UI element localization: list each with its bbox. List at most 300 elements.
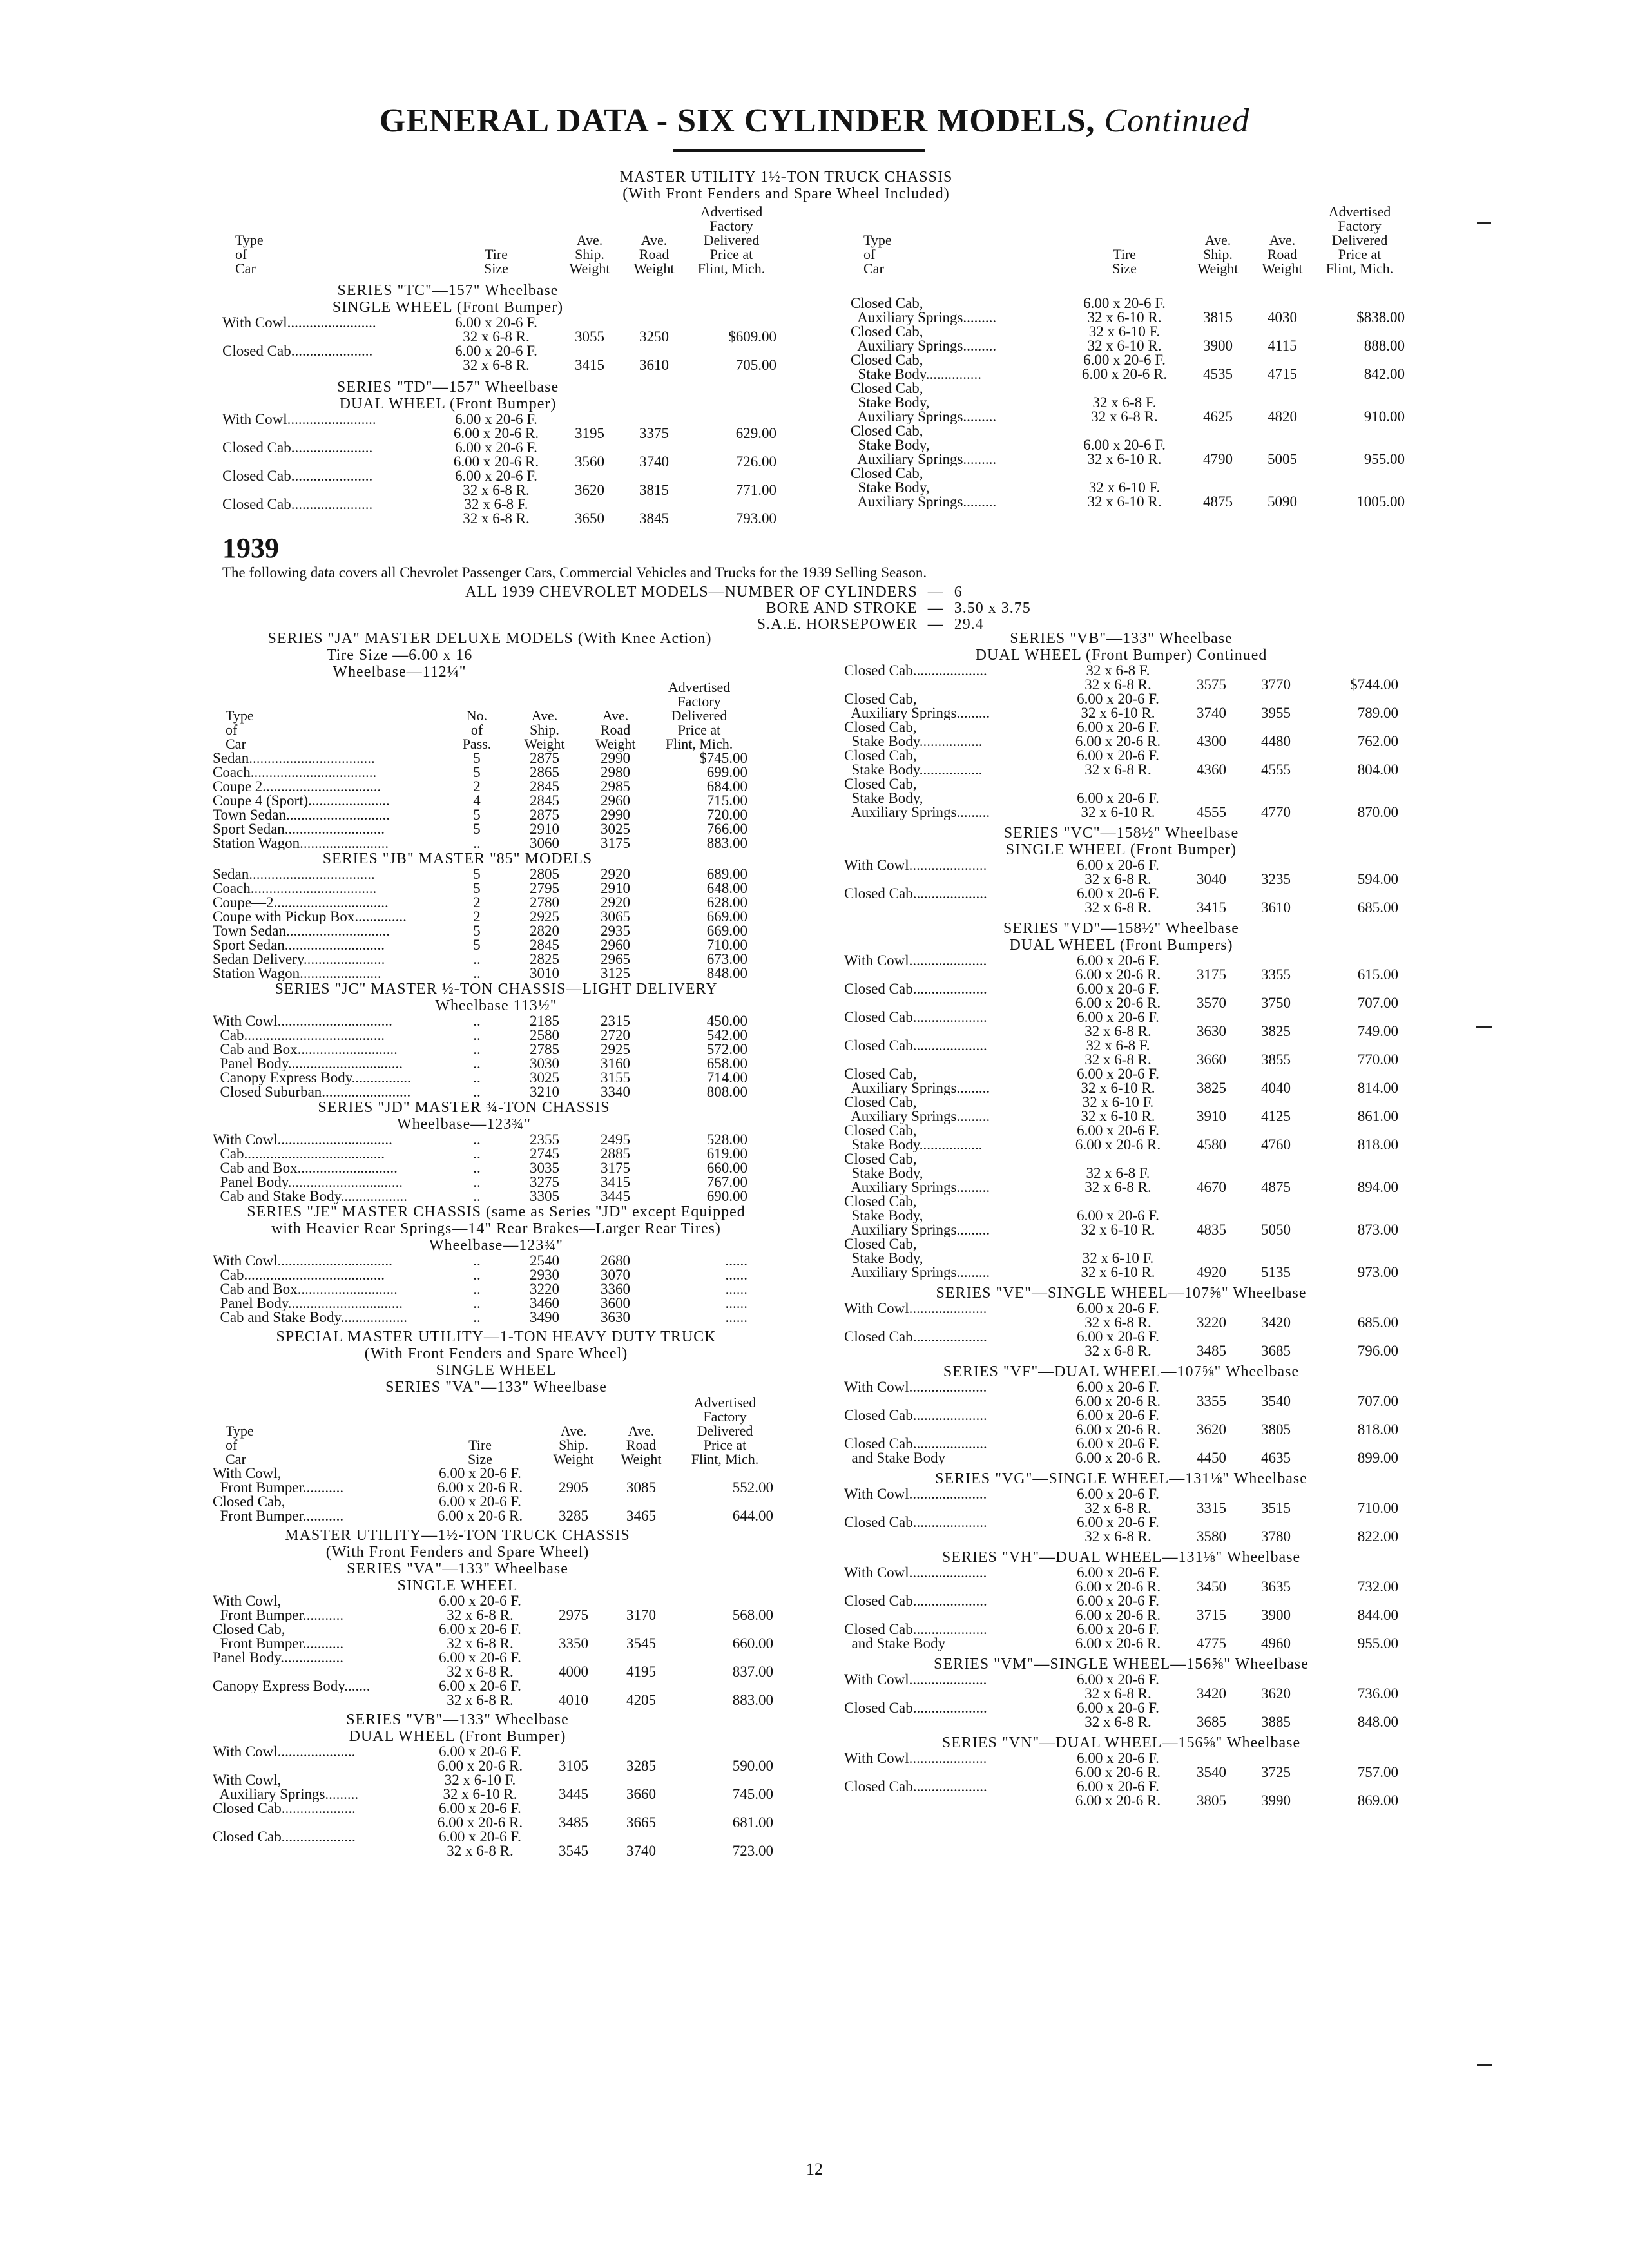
row-tire-size: .. bbox=[473, 1160, 481, 1176]
table-row bbox=[213, 822, 747, 836]
table-row bbox=[844, 777, 1398, 791]
row-tire-size: 6.00 x 20-6 F. bbox=[439, 1593, 521, 1609]
row-road-weight: 2680 bbox=[601, 1253, 630, 1269]
series-title-line: SERIES "VB"—133" Wheelbase bbox=[346, 1711, 569, 1728]
table-row bbox=[213, 938, 747, 952]
spec-label: ALL 1939 CHEVROLET MODELS—NUMBER OF CYLINDERS bbox=[465, 584, 918, 601]
row-label: With Cowl, bbox=[213, 1466, 282, 1481]
row-ship-weight bbox=[1186, 296, 1250, 311]
row-label: Closed Cab, bbox=[213, 1622, 285, 1637]
row-tire-size: 6.00 x 20-6 F. bbox=[1077, 1621, 1159, 1637]
row-road-weight bbox=[606, 1651, 677, 1665]
row-label bbox=[222, 358, 435, 372]
table-row bbox=[213, 1509, 773, 1523]
row-ship-weight bbox=[557, 412, 622, 427]
series-title bbox=[213, 981, 780, 1014]
row-road-weight: 4115 bbox=[1268, 338, 1297, 354]
row-tire-size: 6.00 x 20-6 F. bbox=[439, 1678, 521, 1694]
row-label: Auxiliary Springs......... bbox=[213, 1787, 359, 1802]
row-price bbox=[1315, 381, 1405, 396]
col-header-price: Advertised Factory Delivered Price at Flint, Mich. bbox=[697, 204, 766, 276]
table-row bbox=[213, 1481, 773, 1495]
row-road-weight: 2960 bbox=[601, 793, 630, 809]
row-price bbox=[1308, 1330, 1398, 1344]
row-tire-size: 6.00 x 20-6 R. bbox=[437, 1479, 523, 1495]
row-price bbox=[1308, 1067, 1398, 1081]
row-road-weight bbox=[622, 412, 686, 427]
row-road-weight: 3545 bbox=[626, 1635, 656, 1651]
table-row bbox=[851, 367, 1405, 381]
row-tire-size: 6.00 x 20-6 F. bbox=[455, 439, 537, 456]
row-tire-size: 6.00 x 20-6 R. bbox=[437, 1814, 523, 1831]
row-price bbox=[1308, 777, 1398, 791]
row-label: Stake Body, bbox=[851, 438, 930, 452]
row-ship-weight: 4920 bbox=[1197, 1264, 1226, 1280]
row-label: Station Wagon...................... bbox=[213, 966, 381, 981]
row-road-weight bbox=[1244, 1594, 1308, 1608]
row-label: Closed Cab.................... bbox=[844, 887, 987, 901]
table-row bbox=[213, 952, 747, 966]
row-label: Closed Cab, bbox=[851, 296, 923, 311]
row-road-weight: 3160 bbox=[601, 1055, 630, 1072]
top-right-col-headers bbox=[851, 205, 1411, 281]
table-row bbox=[844, 1265, 1398, 1280]
data-table bbox=[213, 867, 747, 981]
row-road-weight bbox=[1250, 296, 1315, 311]
data-table bbox=[844, 858, 1398, 915]
data-table bbox=[213, 751, 747, 850]
row-road-weight: 3990 bbox=[1261, 1792, 1291, 1809]
row-price: 644.00 bbox=[732, 1508, 773, 1524]
table-row bbox=[844, 982, 1398, 996]
row-road-weight: 4205 bbox=[626, 1692, 656, 1708]
table-row bbox=[844, 1765, 1398, 1780]
row-road-weight: 4635 bbox=[1261, 1450, 1291, 1466]
row-road-weight: 3665 bbox=[626, 1814, 656, 1831]
row-tire-size: 5 bbox=[473, 764, 481, 780]
row-road-weight: 2985 bbox=[601, 778, 630, 794]
page-number: 12 bbox=[806, 2160, 823, 2178]
row-ship-weight bbox=[1179, 692, 1244, 706]
row-tire-size: .. bbox=[473, 1146, 481, 1162]
row-price: $745.00 bbox=[699, 750, 747, 766]
row-tire-size: 32 x 6-8 R. bbox=[1084, 1686, 1152, 1702]
row-price: 619.00 bbox=[706, 1146, 747, 1162]
row-price bbox=[1308, 1010, 1398, 1024]
row-tire-size bbox=[1063, 424, 1186, 438]
row-tire-size: 32 x 6-8 R. bbox=[447, 1692, 514, 1708]
data-table bbox=[844, 664, 1398, 820]
table-row bbox=[844, 692, 1398, 706]
row-road-weight: 3685 bbox=[1261, 1343, 1291, 1359]
row-price: ...... bbox=[725, 1253, 747, 1269]
series-title bbox=[844, 1470, 1398, 1487]
row-road-weight: 3750 bbox=[1261, 995, 1291, 1011]
row-price bbox=[1308, 954, 1398, 968]
row-tire-size: 32 x 6-10 R. bbox=[443, 1786, 517, 1802]
row-ship-weight bbox=[1179, 777, 1244, 791]
table-row bbox=[844, 763, 1398, 777]
row-tire-size: 32 x 6-8 R. bbox=[1084, 1500, 1152, 1516]
series-title-line: SERIES "VC"—158½" Wheelbase bbox=[1003, 825, 1239, 841]
row-ship-weight: 3485 bbox=[1197, 1343, 1226, 1359]
row-label: Closed Cab, bbox=[844, 749, 917, 763]
table-row bbox=[222, 316, 776, 330]
row-label: With Cowl..................... bbox=[844, 1302, 987, 1316]
row-price bbox=[1308, 1380, 1398, 1394]
row-ship-weight: 4555 bbox=[1197, 804, 1226, 820]
spec-value: 3.50 x 3.75 bbox=[954, 600, 1031, 617]
row-tire-size: 6.00 x 20-6 R. bbox=[1075, 966, 1161, 983]
col-header-road: Ave. Road Weight bbox=[633, 232, 675, 276]
row-tire-size: 6.00 x 20-6 F. bbox=[439, 1800, 521, 1816]
row-tire-size: 6.00 x 20-6 F. bbox=[1077, 1486, 1159, 1502]
table-row bbox=[851, 438, 1405, 452]
row-road-weight: 3855 bbox=[1261, 1052, 1291, 1068]
row-price: 899.00 bbox=[1357, 1450, 1398, 1466]
row-price: 762.00 bbox=[1357, 733, 1398, 749]
row-label bbox=[213, 1665, 419, 1679]
series-title-line: SERIES "VF"—DUAL WHEEL—107⅝" Wheelbase bbox=[943, 1363, 1300, 1380]
row-label bbox=[844, 1316, 1057, 1330]
row-tire-size: 6.00 x 20-6 R. bbox=[1075, 1635, 1161, 1651]
table-row bbox=[222, 358, 776, 372]
row-road-weight: 4125 bbox=[1261, 1108, 1291, 1124]
series-ja-wheelbase: Wheelbase—112¼" bbox=[333, 664, 467, 680]
table-row bbox=[844, 1780, 1398, 1794]
row-price: 669.00 bbox=[706, 923, 747, 939]
table-row bbox=[844, 791, 1398, 805]
series-title-line: with Heavier Rear Springs—14" Rear Brakes—Larger Rear Tires) bbox=[271, 1220, 721, 1237]
row-tire-size: 6.00 x 20-6 F. bbox=[1077, 1436, 1159, 1452]
row-price: 528.00 bbox=[706, 1131, 747, 1148]
series-title-line: DUAL WHEEL (Front Bumpers) bbox=[1009, 937, 1233, 954]
edge-mark bbox=[1476, 1026, 1492, 1028]
row-price: 710.00 bbox=[1357, 1500, 1398, 1516]
row-price bbox=[1308, 1487, 1398, 1501]
spec-label: BORE AND STROKE bbox=[766, 600, 918, 617]
row-tire-size: 32 x 6-8 R. bbox=[1084, 1179, 1152, 1195]
row-label: Coupe with Pickup Box.............. bbox=[213, 910, 407, 924]
table-row bbox=[844, 664, 1398, 678]
row-road-weight bbox=[1244, 720, 1308, 735]
row-ship-weight: 4535 bbox=[1203, 366, 1233, 382]
table-row bbox=[213, 808, 747, 822]
series-title-line: SERIES "VB"—133" Wheelbase bbox=[1010, 630, 1233, 647]
row-tire-size: 2 bbox=[473, 894, 481, 910]
series-title-line: SERIES "JB" MASTER "85" MODELS bbox=[322, 850, 593, 867]
row-price bbox=[1308, 858, 1398, 872]
row-road-weight bbox=[606, 1622, 677, 1637]
row-ship-weight: 2780 bbox=[530, 894, 559, 910]
table-row bbox=[213, 1665, 773, 1679]
row-label: With Cowl..................... bbox=[844, 1751, 987, 1765]
row-label bbox=[844, 1608, 1057, 1622]
row-road-weight bbox=[1244, 1622, 1308, 1637]
row-ship-weight: 4835 bbox=[1197, 1222, 1226, 1238]
row-tire-size: .. bbox=[473, 1013, 481, 1029]
row-road-weight: 5050 bbox=[1261, 1222, 1291, 1238]
row-tire-size: 6.00 x 20-6 F. bbox=[1077, 952, 1159, 968]
row-price: 837.00 bbox=[732, 1664, 773, 1680]
row-price: 628.00 bbox=[706, 894, 747, 910]
table-row bbox=[844, 1423, 1398, 1437]
row-ship-weight: 4790 bbox=[1203, 451, 1233, 467]
row-label: Stake Body, bbox=[844, 1209, 923, 1223]
row-road-weight: 3250 bbox=[639, 329, 669, 345]
row-label bbox=[844, 1715, 1057, 1729]
row-tire-size: .. bbox=[473, 1070, 481, 1086]
table-row bbox=[844, 1095, 1398, 1110]
series-title bbox=[213, 1711, 702, 1745]
table-row bbox=[851, 396, 1405, 410]
row-tire-size: .. bbox=[473, 1027, 481, 1043]
row-price: 822.00 bbox=[1357, 1528, 1398, 1544]
row-ship-weight bbox=[1179, 1380, 1244, 1394]
row-label: Coupe—2............................... bbox=[213, 896, 389, 910]
row-price bbox=[1308, 1780, 1398, 1794]
row-price bbox=[1308, 692, 1398, 706]
series-title bbox=[844, 825, 1398, 858]
table-row bbox=[844, 1124, 1398, 1138]
row-price: 689.00 bbox=[706, 866, 747, 882]
table-row bbox=[844, 1302, 1398, 1316]
row-label bbox=[213, 1816, 419, 1830]
row-price: 450.00 bbox=[706, 1013, 747, 1029]
row-label: Cab...................................... bbox=[213, 1268, 385, 1282]
row-tire-size: 32 x 6-8 R. bbox=[1084, 677, 1152, 693]
row-label: Auxiliary Springs......... bbox=[844, 1265, 990, 1280]
table-row bbox=[844, 1344, 1398, 1358]
row-label: Closed Cab.................... bbox=[844, 1515, 987, 1530]
row-ship-weight: 3220 bbox=[1197, 1314, 1226, 1331]
row-ship-weight: 3540 bbox=[1197, 1764, 1226, 1780]
table-row bbox=[844, 1622, 1398, 1637]
row-label: Closed Cab.................... bbox=[213, 1802, 356, 1816]
row-tire-size: .. bbox=[473, 1253, 481, 1269]
row-road-weight: 3600 bbox=[601, 1295, 630, 1311]
row-price bbox=[1315, 481, 1405, 495]
row-price: 615.00 bbox=[1357, 966, 1398, 983]
row-ship-weight: 2905 bbox=[559, 1479, 588, 1495]
row-tire-size: 32 x 6-8 F. bbox=[1086, 662, 1150, 678]
row-road-weight bbox=[1250, 353, 1315, 367]
row-price bbox=[677, 1594, 773, 1608]
row-tire-size: 6.00 x 20-6 R. bbox=[1075, 733, 1161, 749]
table-row bbox=[213, 780, 747, 794]
row-label: Closed Cab, bbox=[213, 1495, 285, 1509]
row-ship-weight bbox=[1179, 1166, 1244, 1180]
table-row bbox=[844, 720, 1398, 735]
row-label: Coach.................................. bbox=[213, 765, 377, 780]
row-price: 955.00 bbox=[1357, 1635, 1398, 1651]
row-road-weight bbox=[606, 1495, 677, 1509]
col-header-type: Type of Car bbox=[235, 232, 264, 276]
row-ship-weight: 4000 bbox=[559, 1664, 588, 1680]
table-row bbox=[844, 1180, 1398, 1195]
table-row bbox=[844, 1501, 1398, 1515]
data-table bbox=[851, 296, 1405, 509]
row-price: 842.00 bbox=[1364, 366, 1405, 382]
row-tire-size: 32 x 6-8 R. bbox=[1084, 1052, 1152, 1068]
row-ship-weight: 2930 bbox=[530, 1267, 559, 1283]
series-ja-tire: Tire Size —6.00 x 16 bbox=[326, 647, 473, 664]
table-row bbox=[213, 1745, 773, 1759]
row-road-weight bbox=[1244, 777, 1308, 791]
row-label: Stake Body, bbox=[851, 481, 930, 495]
table-row bbox=[844, 1010, 1398, 1024]
row-ship-weight: 3740 bbox=[1197, 705, 1226, 721]
row-tire-size: 32 x 6-10 F. bbox=[1088, 479, 1161, 495]
table-row bbox=[844, 1408, 1398, 1423]
table-row bbox=[213, 1622, 773, 1637]
row-tire-size: 6.00 x 20-6 F. bbox=[1077, 691, 1159, 707]
row-price: 814.00 bbox=[1357, 1080, 1398, 1096]
row-label: Closed Cab, bbox=[844, 1067, 917, 1081]
row-price: 883.00 bbox=[706, 835, 747, 851]
row-price: 658.00 bbox=[706, 1055, 747, 1072]
table-row bbox=[213, 1608, 773, 1622]
row-road-weight bbox=[606, 1830, 677, 1844]
spec-row bbox=[465, 601, 1040, 616]
row-ship-weight bbox=[557, 469, 622, 483]
row-ship-weight: 3210 bbox=[530, 1084, 559, 1100]
row-road-weight: 3660 bbox=[626, 1786, 656, 1802]
row-label bbox=[844, 1024, 1057, 1039]
col-header-type: Type of Car bbox=[226, 707, 254, 752]
row-tire-size: 6.00 x 20-6 R. bbox=[1075, 1792, 1161, 1809]
row-road-weight bbox=[1244, 1195, 1308, 1209]
row-price: 648.00 bbox=[706, 880, 747, 896]
series-title bbox=[222, 379, 673, 412]
row-tire-size: 5 bbox=[473, 937, 481, 953]
table-row bbox=[213, 1175, 747, 1189]
col-header-price: Advertised Factory Delivered Price at Flint, Mich. bbox=[1325, 204, 1394, 276]
row-price: $609.00 bbox=[728, 329, 776, 345]
row-ship-weight bbox=[1179, 1195, 1244, 1209]
row-label: With Cowl..................... bbox=[844, 954, 987, 968]
row-ship-weight: 2745 bbox=[530, 1146, 559, 1162]
table-row bbox=[844, 1637, 1398, 1651]
row-road-weight: 3885 bbox=[1261, 1714, 1291, 1730]
col-header-tire: Tire Size bbox=[484, 246, 508, 276]
table-row bbox=[213, 1268, 747, 1282]
col-header-ship: Ave. Ship. Weight bbox=[569, 232, 610, 276]
row-tire-size: 6.00 x 20-6 F. bbox=[1077, 1564, 1159, 1581]
table-row bbox=[844, 1138, 1398, 1152]
row-tire-size: 6.00 x 20-6 R. bbox=[1075, 1393, 1161, 1409]
row-price: 552.00 bbox=[732, 1479, 773, 1495]
row-tire-size: 6.00 x 20-6 F. bbox=[1077, 1066, 1159, 1082]
row-tire-size: 6.00 x 20-6 F. bbox=[439, 1621, 521, 1637]
row-ship-weight bbox=[1179, 1095, 1244, 1110]
spacer bbox=[844, 1465, 1411, 1470]
row-label: Closed Cab.................... bbox=[844, 1039, 987, 1053]
row-ship-weight: 2540 bbox=[530, 1253, 559, 1269]
row-road-weight bbox=[1244, 749, 1308, 763]
row-price bbox=[1308, 887, 1398, 901]
row-road-weight: 2925 bbox=[601, 1041, 630, 1057]
row-ship-weight: 3035 bbox=[530, 1160, 559, 1176]
row-tire-size: 32 x 6-8 F. bbox=[1092, 394, 1157, 410]
table-row bbox=[844, 1751, 1398, 1765]
table-row bbox=[844, 1110, 1398, 1124]
row-label: Front Bumper........... bbox=[213, 1608, 344, 1622]
row-label: Panel Body............................... bbox=[213, 1296, 403, 1311]
row-ship-weight: 2185 bbox=[530, 1013, 559, 1029]
row-label: Closed Cab, bbox=[851, 466, 923, 481]
row-road-weight: 2990 bbox=[601, 807, 630, 823]
row-price: 705.00 bbox=[735, 357, 776, 373]
series-title-line: SERIES "VD"—158½" Wheelbase bbox=[1003, 920, 1239, 937]
row-ship-weight bbox=[1179, 791, 1244, 805]
year-heading: 1939 bbox=[222, 532, 279, 564]
row-price: 848.00 bbox=[706, 965, 747, 981]
row-ship-weight bbox=[1186, 396, 1250, 410]
row-road-weight: 2990 bbox=[601, 750, 630, 766]
series-title-line: SERIES "VA"—133" Wheelbase bbox=[347, 1561, 568, 1577]
row-ship-weight bbox=[541, 1745, 606, 1759]
series-title-line: SERIES "VM"—SINGLE WHEEL—156⅝" Wheelbase bbox=[934, 1656, 1309, 1673]
row-road-weight: 3825 bbox=[1261, 1023, 1291, 1039]
row-label: Front Bumper........... bbox=[213, 1481, 344, 1495]
row-road-weight bbox=[622, 316, 686, 330]
table-row bbox=[213, 1296, 747, 1311]
row-tire-size bbox=[1063, 466, 1186, 481]
spec-dash: — bbox=[927, 616, 944, 633]
row-road-weight: 3420 bbox=[1261, 1314, 1291, 1331]
row-price bbox=[1308, 749, 1398, 763]
row-label: With Cowl, bbox=[213, 1594, 282, 1608]
row-tire-size: 6.00 x 20-6 R. bbox=[1075, 1421, 1161, 1437]
data-table bbox=[844, 1673, 1398, 1729]
row-ship-weight bbox=[541, 1773, 606, 1787]
row-ship-weight: 3315 bbox=[1197, 1500, 1226, 1516]
spacer bbox=[844, 1280, 1411, 1285]
row-ship-weight: 4875 bbox=[1203, 494, 1233, 510]
row-tire-size: 32 x 6-10 F. bbox=[1082, 1094, 1154, 1110]
row-label: Closed Cab, bbox=[844, 692, 917, 706]
row-label: Closed Cab...................... bbox=[222, 344, 373, 358]
row-tire-size: 6.00 x 20-6 R. bbox=[1075, 1764, 1161, 1780]
row-tire-size: 2 bbox=[473, 778, 481, 794]
row-road-weight: 4820 bbox=[1268, 408, 1297, 425]
row-price: 660.00 bbox=[706, 1160, 747, 1176]
series-title-line: SINGLE WHEEL (Front Bumper) bbox=[1005, 841, 1237, 858]
row-tire-size: 6.00 x 20-6 F. bbox=[1077, 719, 1159, 735]
row-price: 873.00 bbox=[1357, 1222, 1398, 1238]
row-road-weight bbox=[1244, 1067, 1308, 1081]
row-road-weight: 3285 bbox=[626, 1758, 656, 1774]
row-road-weight: 3465 bbox=[626, 1508, 656, 1524]
row-price: 804.00 bbox=[1357, 762, 1398, 778]
table-row bbox=[844, 901, 1398, 915]
row-label bbox=[222, 330, 435, 344]
row-ship-weight bbox=[1186, 353, 1250, 367]
row-label: Auxiliary Springs......... bbox=[844, 1223, 990, 1237]
row-ship-weight: 4775 bbox=[1197, 1635, 1226, 1651]
row-label: With Cowl............................... bbox=[213, 1133, 392, 1147]
row-road-weight: 3635 bbox=[1261, 1579, 1291, 1595]
row-label: With Cowl..................... bbox=[844, 1566, 987, 1580]
table-row bbox=[213, 1787, 773, 1802]
table-row bbox=[213, 1466, 773, 1481]
row-ship-weight bbox=[1179, 1701, 1244, 1715]
series-title-line: SERIES "VA"—133" Wheelbase bbox=[385, 1379, 607, 1396]
row-road-weight: 4760 bbox=[1261, 1137, 1291, 1153]
row-road-weight bbox=[622, 469, 686, 483]
row-label: With Cowl........................ bbox=[222, 412, 376, 427]
